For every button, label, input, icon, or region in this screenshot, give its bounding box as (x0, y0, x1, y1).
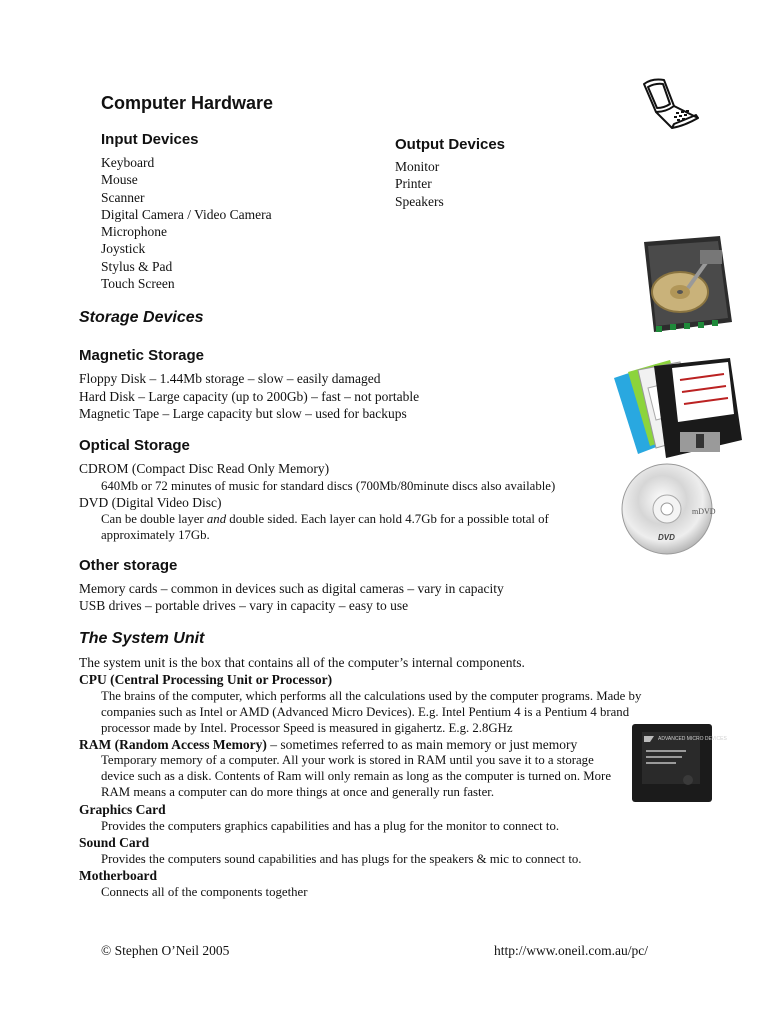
system-unit-intro: The system unit is the box that contains all of the computer’s internal components. (79, 655, 525, 670)
cdrom-line: CDROM (Compact Disc Read Only Memory) (79, 461, 330, 476)
cdrom-detail: 640Mb or 72 minutes of music for standard discs (700Mb/80minute discs also available) (101, 479, 556, 493)
chip-label: ADVANCED MICRO DEVICES (658, 736, 727, 742)
hard-disk-line: Hard Disk – Large capacity (up to 200Gb) – fast – not portable (79, 389, 420, 404)
usb-drives-line: USB drives – portable drives – vary in capacity – easy to use (79, 598, 409, 613)
ram-description: Temporary memory of a computer. All your work is stored in RAM until you save it to a storage device such as a disk. Contents of Ram will only remain as long as the computer is turned on. More RAM means a computer can do more things at once and generally run faster. (101, 753, 611, 799)
list-item: Stylus & Pad (101, 258, 173, 274)
cd-logo-text: mDVD (692, 507, 716, 516)
list-item: Joystick (101, 241, 146, 257)
list-item: Printer (395, 176, 432, 192)
motherboard-description: Connects all of the components together (101, 885, 308, 899)
footer-url-link[interactable]: http://www.oneil.com.au/pc/ (494, 943, 648, 958)
graphics-card-heading: Graphics Card (79, 802, 166, 817)
cpu-description: The brains of the computer, which performs all the calculations used by the computer programs. Made by companies such as Intel or AMD (Advanced Micro Devices). E.g. Intel Pentium 4 is a Pentium 4 brand processor made by Intel. Processor Speed is measured in gigahertz. E.g. 2.8GHz (101, 689, 642, 735)
memory-cards-line: Memory cards – common in devices such as digital cameras – vary in capacity (79, 581, 504, 596)
list-item: Microphone (101, 224, 167, 240)
list-item: Keyboard (101, 155, 155, 170)
dvd-detail: Can be double layer and double sided. Each layer can hold 4.7Gb for a possible total of approximately 17Gb. (101, 512, 549, 542)
list-item: Scanner (101, 189, 145, 205)
list-item: Touch Screen (101, 276, 175, 292)
ram-heading-line: RAM (Random Access Memory) – sometimes referred to as main memory or just memory (79, 737, 578, 752)
list-item: Speakers (395, 193, 444, 209)
input-devices-heading: Input Devices (101, 131, 199, 148)
floppy-disk-line: Floppy Disk – 1.44Mb storage – slow – easily damaged (79, 371, 381, 386)
hard-disk-image (640, 236, 734, 336)
list-item: Mouse (101, 172, 138, 188)
magnetic-storage-heading: Magnetic Storage (79, 347, 205, 364)
graphics-card-description: Provides the computers graphics capabilities and has a plug for the monitor to connect to. (101, 819, 560, 833)
sound-card-heading: Sound Card (79, 835, 150, 850)
dvd-disc-image (620, 462, 718, 558)
output-devices-list (395, 158, 444, 210)
ram-heading: RAM (Random Access Memory) (79, 737, 267, 752)
page-title: Computer Hardware (101, 93, 274, 113)
footer-copyright: © Stephen O’Neil 2005 (101, 943, 230, 958)
magnetic-tape-line: Magnetic Tape – Large capacity but slow – used for backups (79, 406, 407, 421)
sound-card-description: Provides the computers sound capabilities and has plugs for the speakers & mic to connect to. (101, 852, 582, 866)
cpu-chip-image (630, 722, 727, 804)
laptop-icon (638, 76, 704, 132)
other-storage-heading: Other storage (79, 557, 178, 574)
system-unit-heading: The System Unit (79, 630, 205, 647)
storage-devices-heading: Storage Devices (79, 309, 204, 326)
input-devices-list (101, 154, 272, 292)
dvd-line: DVD (Digital Video Disc) (79, 495, 222, 510)
optical-storage-heading: Optical Storage (79, 437, 190, 454)
list-item: Monitor (395, 159, 440, 174)
output-devices-heading: Output Devices (395, 136, 506, 153)
list-item: Digital Camera / Video Camera (101, 206, 272, 222)
cpu-heading: CPU (Central Processing Unit or Processor) (79, 672, 333, 687)
cd-dvd-text: DVD (658, 533, 675, 542)
motherboard-heading: Motherboard (79, 868, 157, 883)
floppy-disks-image (610, 358, 746, 466)
